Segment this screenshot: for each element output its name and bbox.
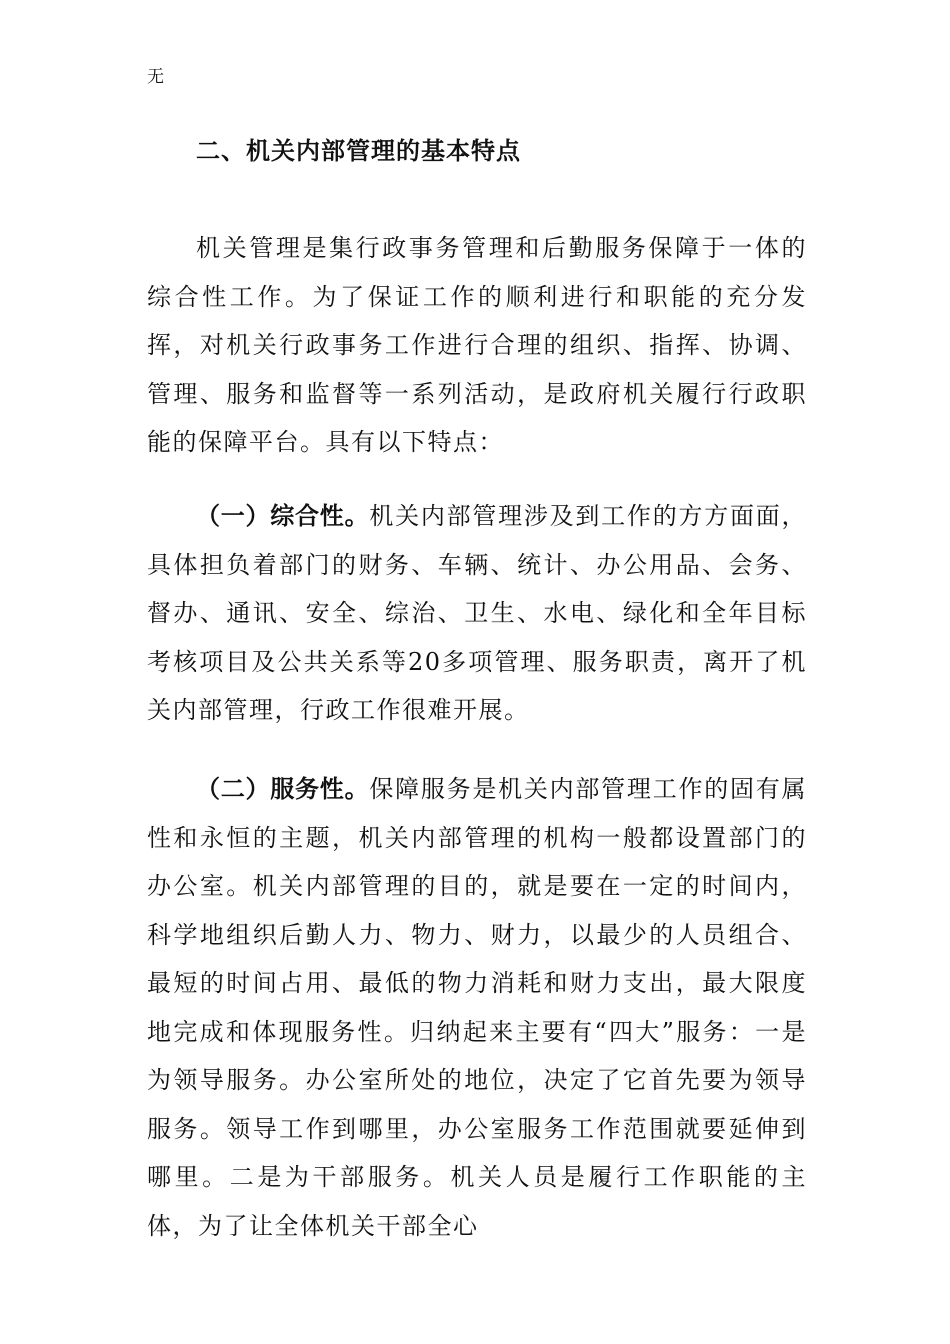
paragraph-service-body: 保障服务是机关内部管理工作的固有属性和永恒的主题，机关内部管理的机构一般都设置部门的办公室。机关内部管理的目的，就是要在一定的时间内，科学地组织后勤人力、物力、财力，以最少的人员组合、最短的时间占用、最低的物力消耗和财力支出，最大限度地完成和体现服务性。归纳起来主要有“四大”服务：一是为领导服务。办公室所处的地位，决定了它首先要为领导服务。领导工作到哪里，办公室服务工作范围就要延伸到哪里。二是为干部服务。机关人员是履行工作职能的主体，为了让全体机关干部全心 [147,775,808,1240]
paragraph-comprehensive-lead: （一）综合性。 [196,502,370,530]
paragraph-comprehensive [147,492,807,735]
paragraph-service [147,765,807,1250]
paragraph-comprehensive-body: 机关内部管理涉及到工作的方方面面，具体担负着部门的财务、车辆、统计、办公用品、会务、督办、通讯、安全、综治、卫生、水电、绿化和全年目标考核项目及公共关系等20多项管理、服务职责，离开了机关内部管理，行政工作很难开展。 [147,502,808,724]
paragraph-intro-text: 机关管理是集行政事务管理和后勤服务保障于一体的综合性工作。为了保证工作的顺利进行和职能的充分发挥，对机关行政事务工作进行合理的组织、指挥、协调、管理、服务和监督等一系列活动，是政府机关履行行政职能的保障平台。具有以下特点： [147,234,807,456]
paragraph-intro [147,224,807,467]
paragraph-service-lead: （二）服务性。 [196,775,370,803]
header-mark: 无 [147,67,164,87]
section-title: 二、机关内部管理的基本特点 [196,137,521,165]
